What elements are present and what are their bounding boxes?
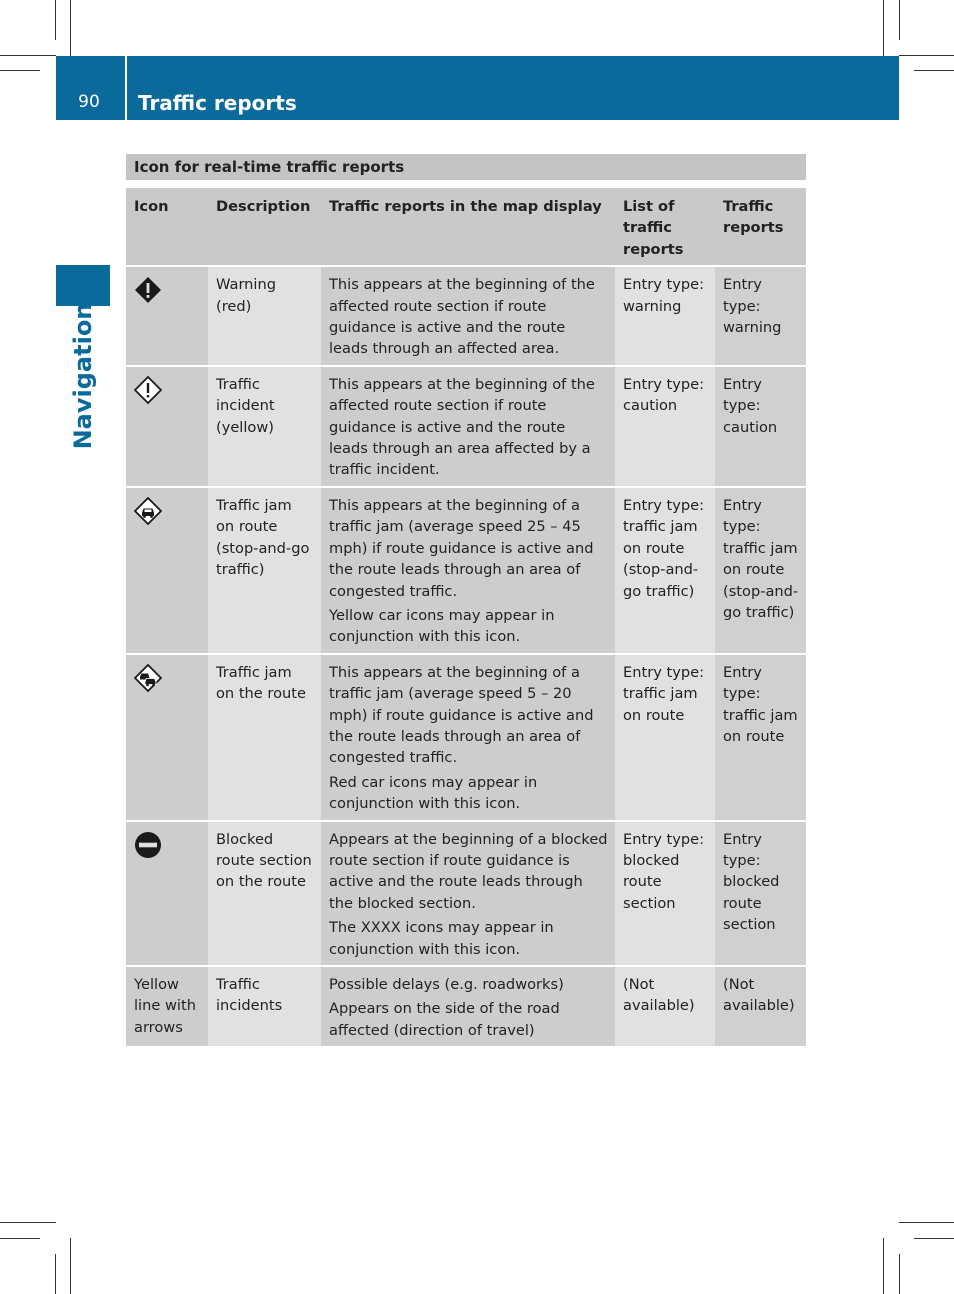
reports-cell: Entry type: traffic jam on route [715, 654, 806, 821]
description-cell: Traffic incident (yellow) [208, 366, 321, 487]
map-paragraph: This appears at the beginning of a traffic jam (average speed 25 – 45 mph) if route guidance is active and the route leads through an area of congested traffic. [329, 496, 594, 600]
crop-mark [914, 70, 954, 71]
table-row [126, 487, 806, 654]
map-paragraph: This appears at the beginning of a traffic jam (average speed 5 – 20 mph) if route guidance is active and the route leads through an area of congested traffic. [329, 663, 594, 767]
crop-mark [883, 0, 884, 56]
map-display-cell [321, 654, 615, 821]
list-cell: Entry type: traffic jam on route [615, 654, 715, 821]
table-caption [126, 154, 806, 180]
icon-cell [126, 487, 208, 654]
column-header-reports: Traffic reports [715, 188, 806, 266]
crop-mark [0, 55, 56, 56]
crop-mark [914, 1238, 954, 1239]
crop-mark [899, 1222, 954, 1223]
reports-cell: Entry type: warning [715, 266, 806, 366]
column-header-icon: Icon [126, 188, 208, 266]
map-display-cell [321, 966, 615, 1047]
crop-mark [0, 1238, 40, 1239]
icon-cell [126, 821, 208, 966]
description-cell: Traffic jam on route (stop-and-go traffic) [208, 487, 321, 654]
page-title: Traffic reports [138, 91, 297, 115]
list-cell: Entry type: blocked route section [615, 821, 715, 966]
reports-cell: Entry type: blocked route section [715, 821, 806, 966]
reports-cell: Entry type: caution [715, 366, 806, 487]
map-paragraph: Appears on the side of the road affected (direction of travel) [329, 1000, 560, 1039]
table-row [126, 966, 806, 1047]
table-row [126, 366, 806, 487]
page-number: 90 [78, 92, 100, 112]
column-header-map-display: Traffic reports in the map display [321, 188, 615, 266]
header-divider [125, 56, 127, 120]
map-display-cell [321, 366, 615, 487]
crop-mark [0, 70, 40, 71]
map-display-cell [321, 266, 615, 366]
slow-traffic-icon [134, 497, 162, 525]
map-paragraph: Yellow car icons may appear in conjunction with this icon. [329, 606, 555, 646]
page-header [56, 56, 899, 120]
map-paragraph: Possible delays (e.g. roadworks) [329, 976, 564, 993]
blocked-icon [134, 831, 162, 859]
side-tab-marker [56, 265, 110, 306]
table-row [126, 266, 806, 366]
table-row [126, 654, 806, 821]
crop-mark [0, 1222, 56, 1223]
crop-mark [899, 0, 900, 40]
map-display-cell [321, 487, 615, 654]
icon-cell [126, 266, 208, 366]
icon-cell [126, 366, 208, 487]
icon-cell [126, 654, 208, 821]
crop-mark [883, 1238, 884, 1294]
map-paragraph: This appears at the beginning of the affected route section if route guidance is active and the route leads through an affected area. [329, 276, 595, 358]
map-paragraph: Appears at the beginning of a blocked route section if route guidance is active and the route leads through the blocked section. [329, 830, 608, 912]
list-cell: Entry type: caution [615, 366, 715, 487]
description-cell: Blocked route section on the route [208, 821, 321, 966]
crop-mark [899, 55, 954, 56]
section-tab-label: Navigation [69, 302, 97, 450]
description-cell: Warning (red) [208, 266, 321, 366]
crop-mark [70, 0, 71, 56]
description-cell: Traffic incidents [208, 966, 321, 1047]
crop-mark [70, 1238, 71, 1294]
crop-mark [55, 0, 56, 40]
reports-cell: (Not available) [715, 966, 806, 1047]
traffic-jam-icon [134, 664, 162, 692]
map-display-cell [321, 821, 615, 966]
table-row [126, 821, 806, 966]
column-header-description: Description [208, 188, 321, 266]
crop-mark [55, 1254, 56, 1294]
list-cell: Entry type: traffic jam on route (stop-and-go traffic) [615, 487, 715, 654]
table-header-row [126, 188, 806, 266]
icon-text-cell: Yellow line with arrows [126, 966, 208, 1047]
map-paragraph: This appears at the beginning of the affected route section if route guidance is active and the route leads through an area affected by a traffic incident. [329, 375, 595, 479]
traffic-icons-table [126, 188, 806, 1048]
crop-mark [899, 1254, 900, 1294]
caution-icon [134, 376, 162, 404]
list-cell: Entry type: warning [615, 266, 715, 366]
map-paragraph: Red car icons may appear in conjunction with this icon. [329, 773, 538, 813]
reports-cell: Entry type: traffic jam on route (stop-and-go traffic) [715, 487, 806, 654]
map-paragraph: The XXXX icons may appear in conjunction with this icon. [329, 919, 554, 958]
description-cell: Traffic jam on the route [208, 654, 321, 821]
warning-icon [134, 276, 162, 304]
list-cell: (Not available) [615, 966, 715, 1047]
table-title: Icon for real-time traffic reports [134, 158, 405, 176]
column-header-list: List of traffic reports [615, 188, 715, 266]
